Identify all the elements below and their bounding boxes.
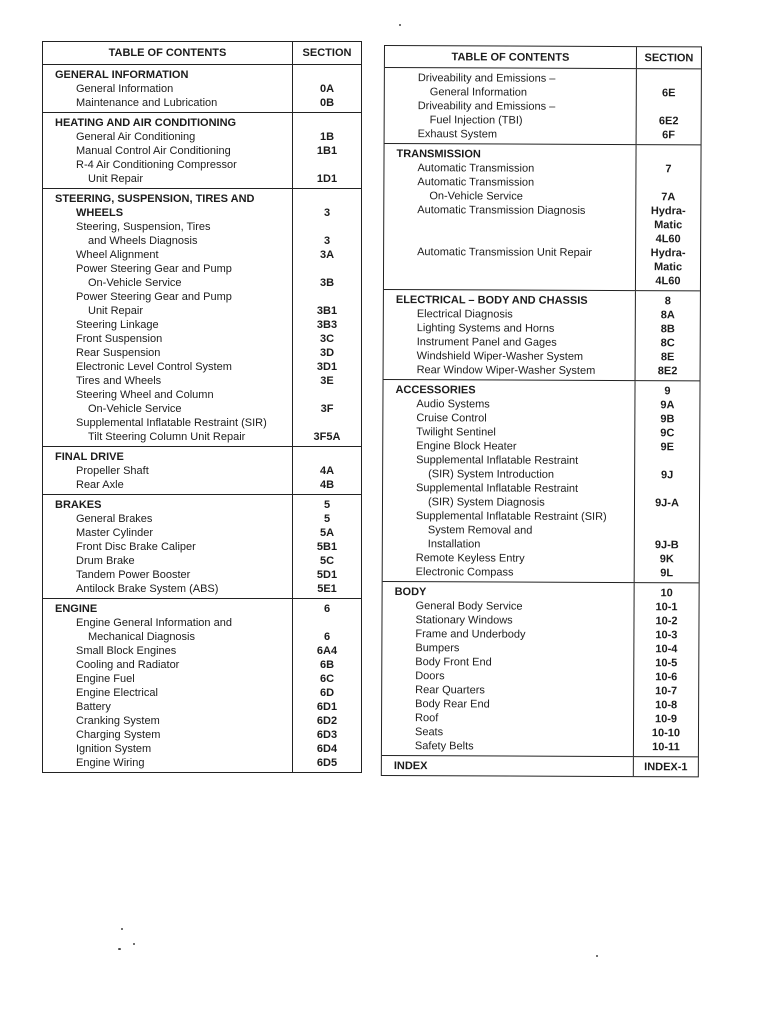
toc-entry: Electronic Level Control System [76, 361, 232, 373]
section-number: 10-10 [651, 727, 681, 740]
section-number [293, 116, 361, 130]
toc-entry: Steering Linkage [76, 319, 159, 331]
toc-table-left [42, 41, 362, 773]
toc-entry: Stationary Windows [415, 614, 513, 627]
toc-entry: General Information [76, 83, 174, 95]
toc-section [43, 599, 361, 772]
toc-body [43, 65, 361, 772]
section-number: 7A [661, 191, 676, 204]
section-number: 6 [323, 603, 331, 615]
section-number: 3B [319, 277, 335, 289]
toc-section [382, 756, 698, 776]
section-number [635, 482, 699, 496]
section-number: 10-8 [655, 699, 678, 712]
toc-entry: Drum Brake [76, 555, 135, 567]
toc-entry: Tandem Power Booster [76, 569, 191, 581]
toc-entries [384, 290, 636, 380]
section-number: 9B [660, 413, 675, 426]
toc-entry: Small Block Engines [76, 645, 177, 657]
section-number: 10-5 [655, 657, 678, 670]
toc-entry: Electrical Diagnosis [416, 308, 513, 321]
toc-entry: General Brakes [76, 513, 153, 525]
toc-entries [384, 144, 637, 290]
toc-entry: Exhaust System [417, 128, 498, 141]
toc-entry: Twilight Sentinel [416, 426, 496, 439]
section-number: 4A [319, 465, 335, 477]
section-number: 4L60 [655, 233, 681, 246]
section-number: 10-1 [655, 601, 678, 614]
section-heading: WHEELS [76, 207, 124, 219]
toc-entries [43, 189, 293, 446]
section-number [635, 454, 699, 468]
toc-entries [43, 447, 293, 494]
toc-entry: Automatic Transmission Diagnosis [417, 204, 586, 217]
section-number: 10-2 [655, 615, 678, 628]
section-number: 6F [662, 129, 676, 142]
toc-section [383, 380, 700, 583]
section-number: 6E2 [658, 115, 679, 128]
toc-entry: Driveability and Emissions – [417, 72, 556, 85]
toc-entry: On-Vehicle Service [88, 403, 182, 415]
toc-entry: On-Vehicle Service [429, 190, 523, 203]
toc-entry: R-4 Air Conditioning Compressor [76, 159, 237, 171]
section-number [293, 616, 361, 630]
toc-entry: Propeller Shaft [76, 465, 149, 477]
toc-entry: Steering Wheel and Column [76, 389, 214, 401]
toc-entry: Fuel Injection (TBI) [429, 114, 523, 127]
section-heading: BODY [394, 586, 427, 599]
section-heading: BRAKES [55, 499, 102, 511]
toc-section-numbers [634, 757, 698, 776]
section-number: 0A [319, 83, 335, 95]
toc-entries [43, 495, 293, 598]
toc-entry: Charging System [76, 729, 161, 741]
section-number [293, 220, 361, 234]
section-number: 10-4 [655, 643, 678, 656]
section-number: 6 [323, 631, 331, 643]
toc-entry: Rear Window Wiper-Washer System [416, 364, 596, 377]
section-number: 3F5A [313, 431, 341, 443]
section-number: 9J [660, 469, 674, 482]
section-number: 4L60 [655, 275, 681, 288]
toc-entry: Remote Keyless Entry [415, 552, 525, 565]
scan-speck [121, 928, 123, 930]
toc-entries [43, 65, 293, 112]
section-number: 6E [662, 87, 676, 100]
section-number: 5D1 [316, 569, 338, 581]
section-number [635, 510, 699, 524]
section-number: 10-9 [655, 713, 678, 726]
section-number: 1B1 [316, 145, 338, 157]
section-number: 8C [660, 337, 675, 350]
toc-entry: Safety Belts [414, 740, 474, 753]
section-heading: ACCESSORIES [395, 384, 476, 397]
section-number: 5B1 [316, 541, 338, 553]
section-number: 9J-A [655, 497, 679, 510]
toc-section-numbers [635, 381, 700, 582]
toc-section [43, 113, 361, 189]
toc-entry: and Wheels Diagnosis [88, 235, 198, 247]
toc-section [43, 495, 361, 599]
toc-entry: Tilt Steering Column Unit Repair [88, 431, 246, 443]
toc-entry: Supplemental Inflatable Restraint [416, 482, 579, 495]
section-number: 3E [320, 375, 334, 387]
section-number: 5 [323, 513, 331, 525]
toc-entry: Rear Suspension [76, 347, 161, 359]
section-heading: FINAL DRIVE [55, 451, 124, 463]
toc-entries [43, 113, 293, 188]
toc-entry: Unit Repair [88, 173, 144, 185]
section-number: 10 [660, 587, 673, 600]
section-number: Matic [654, 219, 683, 232]
section-number: 7 [665, 163, 672, 176]
section-heading: HEATING AND AIR CONDITIONING [55, 117, 237, 129]
section-number: 5E1 [317, 583, 337, 595]
toc-entry: Wheel Alignment [76, 249, 159, 261]
section-number: 4B [319, 479, 335, 491]
section-number: Matic [653, 261, 683, 274]
toc-entry: Instrument Panel and Gages [416, 336, 557, 349]
toc-entry: Body Rear End [415, 698, 490, 711]
section-number: 9J-B [654, 539, 679, 552]
section-number: 9A [660, 399, 675, 412]
toc-section [43, 447, 361, 495]
section-number: 5A [319, 527, 335, 539]
toc-entry: Supplemental Inflatable Restraint (SIR) [76, 417, 267, 429]
toc-section-numbers [293, 189, 361, 446]
toc-table-right [381, 45, 702, 777]
section-number [293, 158, 361, 172]
section-number: 9C [660, 427, 675, 440]
section-number: INDEX-1 [644, 761, 688, 774]
section-number [293, 290, 361, 304]
section-number: 10-3 [655, 629, 678, 642]
section-number [293, 192, 361, 206]
toc-entry: Body Front End [415, 656, 492, 669]
section-number: Hydra- [650, 247, 686, 260]
section-number: 8 [664, 295, 671, 308]
toc-entry [396, 273, 631, 288]
section-heading: ENGINE [55, 603, 98, 615]
toc-section-numbers [634, 583, 699, 756]
section-number: 6D4 [316, 743, 338, 755]
toc-header-section: SECTION [302, 47, 352, 59]
toc-entry: (SIR) System Introduction [428, 468, 555, 481]
toc-header [43, 42, 361, 65]
toc-entry: Engine General Information and [76, 617, 232, 629]
toc-section [43, 65, 361, 113]
section-number: 1D1 [316, 173, 338, 185]
section-number [636, 148, 700, 162]
toc-section-numbers [293, 65, 361, 112]
toc-entry: Tires and Wheels [76, 375, 162, 387]
toc-entry: On-Vehicle Service [88, 277, 182, 289]
toc-entry: Cooling and Radiator [76, 659, 180, 671]
section-number: 6B [319, 659, 335, 671]
section-number: 6D2 [316, 715, 338, 727]
toc-entry: (SIR) System Diagnosis [427, 496, 545, 509]
toc-entry: Engine Wiring [76, 757, 145, 769]
toc-entry: Engine Fuel [76, 673, 135, 685]
section-number: 10-11 [652, 741, 680, 754]
toc-section-numbers [293, 599, 361, 772]
toc-section-numbers [293, 495, 361, 598]
section-number: 9 [664, 385, 671, 398]
toc-entry: Rear Quarters [415, 684, 485, 697]
toc-entry: Driveability and Emissions – [417, 100, 556, 113]
section-number [636, 176, 700, 190]
section-number: 3 [323, 207, 331, 219]
section-number: 6D5 [316, 757, 338, 769]
toc-section-numbers [293, 113, 361, 188]
section-heading: GENERAL INFORMATION [55, 69, 189, 81]
section-number: 3D [319, 347, 335, 359]
toc-entry: General Body Service [415, 600, 523, 613]
toc-section [43, 189, 361, 447]
toc-entry: Seats [414, 726, 444, 739]
toc-entry: Battery [76, 701, 111, 713]
toc-entry: Engine Block Heater [416, 440, 517, 453]
section-number: 9K [659, 553, 674, 566]
section-heading: ELECTRICAL – BODY AND CHASSIS [395, 294, 588, 307]
section-heading: INDEX [393, 760, 428, 773]
section-number: 6C [319, 673, 335, 685]
section-number: 10-7 [655, 685, 678, 698]
toc-entries [383, 380, 636, 582]
section-number [637, 100, 701, 114]
section-number [635, 524, 699, 538]
section-number [637, 72, 701, 86]
toc-entry: Master Cylinder [76, 527, 154, 539]
toc-section-numbers [636, 291, 700, 380]
toc-section-numbers [636, 145, 701, 290]
toc-entry: Lighting Systems and Horns [416, 322, 555, 335]
toc-entries [385, 68, 637, 144]
toc-entry: Mechanical Diagnosis [88, 631, 195, 643]
scan-speck [596, 955, 598, 957]
section-number: 9E [660, 441, 675, 454]
section-number: Hydra- [650, 205, 686, 218]
toc-section [384, 290, 700, 381]
toc-entry: General Air Conditioning [76, 131, 196, 143]
toc-header-title: TABLE OF CONTENTS [43, 42, 293, 64]
section-number: 5 [323, 499, 331, 511]
toc-entry: Front Suspension [76, 333, 163, 345]
toc-entry: Antilock Brake System (ABS) [76, 583, 219, 595]
toc-entry: Front Disc Brake Caliper [76, 541, 196, 553]
section-number: 3D1 [316, 361, 338, 373]
section-number: 8B [660, 323, 675, 336]
toc-entries [382, 756, 634, 776]
section-number: 9L [660, 567, 674, 580]
toc-header-title: TABLE OF CONTENTS [385, 46, 637, 68]
toc-entry: Engine Electrical [76, 687, 158, 699]
toc-entry: Power Steering Gear and Pump [76, 263, 232, 275]
toc-entry: Audio Systems [416, 398, 490, 411]
toc-entry: Cruise Control [416, 412, 487, 425]
section-heading: TRANSMISSION [396, 148, 481, 161]
toc-header [385, 46, 701, 69]
section-number: 6D3 [316, 729, 338, 741]
toc-entry: Ignition System [76, 743, 152, 755]
toc-section [385, 68, 701, 145]
toc-entry: Windshield Wiper-Washer System [416, 350, 584, 363]
section-number: 1B [319, 131, 335, 143]
toc-entry: Installation [427, 538, 481, 551]
toc-entry: Frame and Underbody [415, 628, 526, 641]
toc-entry: Electronic Compass [415, 566, 514, 579]
toc-section [382, 582, 699, 757]
scan-speck [399, 24, 401, 26]
section-number: 3F [320, 403, 334, 415]
toc-entry: Bumpers [415, 642, 460, 655]
section-number: 6A4 [316, 645, 338, 657]
toc-section-numbers [293, 447, 361, 494]
section-number [293, 262, 361, 276]
toc-entry: Steering, Suspension, Tires [76, 221, 211, 233]
toc-body [382, 68, 701, 776]
toc-entry: System Removal and [427, 524, 533, 537]
section-number: 5C [319, 555, 335, 567]
toc-entries [382, 582, 635, 756]
scan-speck [118, 948, 121, 950]
toc-entry: Automatic Transmission Unit Repair [417, 246, 592, 259]
section-number: 8E [660, 351, 675, 364]
toc-entry: Roof [415, 712, 439, 725]
section-number [293, 416, 361, 430]
section-number [293, 450, 361, 464]
scan-speck [133, 943, 135, 945]
section-number [293, 388, 361, 402]
toc-entry: Manual Control Air Conditioning [76, 145, 231, 157]
section-number: 6D1 [316, 701, 338, 713]
toc-entry: Supplemental Inflatable Restraint (SIR) [415, 510, 607, 523]
section-number: 3B3 [316, 319, 338, 331]
toc-entry: Maintenance and Lubrication [76, 97, 218, 109]
toc-entry: Power Steering Gear and Pump [76, 291, 232, 303]
toc-header-section: SECTION [644, 51, 694, 64]
toc-entry: Unit Repair [88, 305, 144, 317]
section-number [293, 68, 361, 82]
toc-section-numbers [637, 69, 701, 144]
toc-entry [396, 259, 631, 274]
toc-entry: Automatic Transmission [417, 162, 535, 175]
section-number: 8A [660, 309, 675, 322]
section-number: 10-6 [655, 671, 678, 684]
section-number: 6D [319, 687, 335, 699]
section-number: 0B [319, 97, 335, 109]
toc-entry: Rear Axle [76, 479, 124, 491]
section-number: 3B1 [316, 305, 338, 317]
toc-entry: Doors [415, 670, 445, 683]
section-number: 3 [323, 235, 331, 247]
section-number: 3A [319, 249, 335, 261]
toc-entry: Supplemental Inflatable Restraint [416, 454, 579, 467]
toc-entry: General Information [429, 86, 528, 99]
toc-entry [396, 217, 631, 232]
toc-entry [396, 231, 631, 246]
toc-section [384, 144, 701, 291]
section-heading: STEERING, SUSPENSION, TIRES AND [55, 193, 255, 205]
toc-entry: Automatic Transmission [417, 176, 535, 189]
section-number: 3C [319, 333, 335, 345]
toc-entries [43, 599, 293, 772]
section-number: 8E2 [657, 365, 678, 378]
toc-entry: Cranking System [76, 715, 160, 727]
